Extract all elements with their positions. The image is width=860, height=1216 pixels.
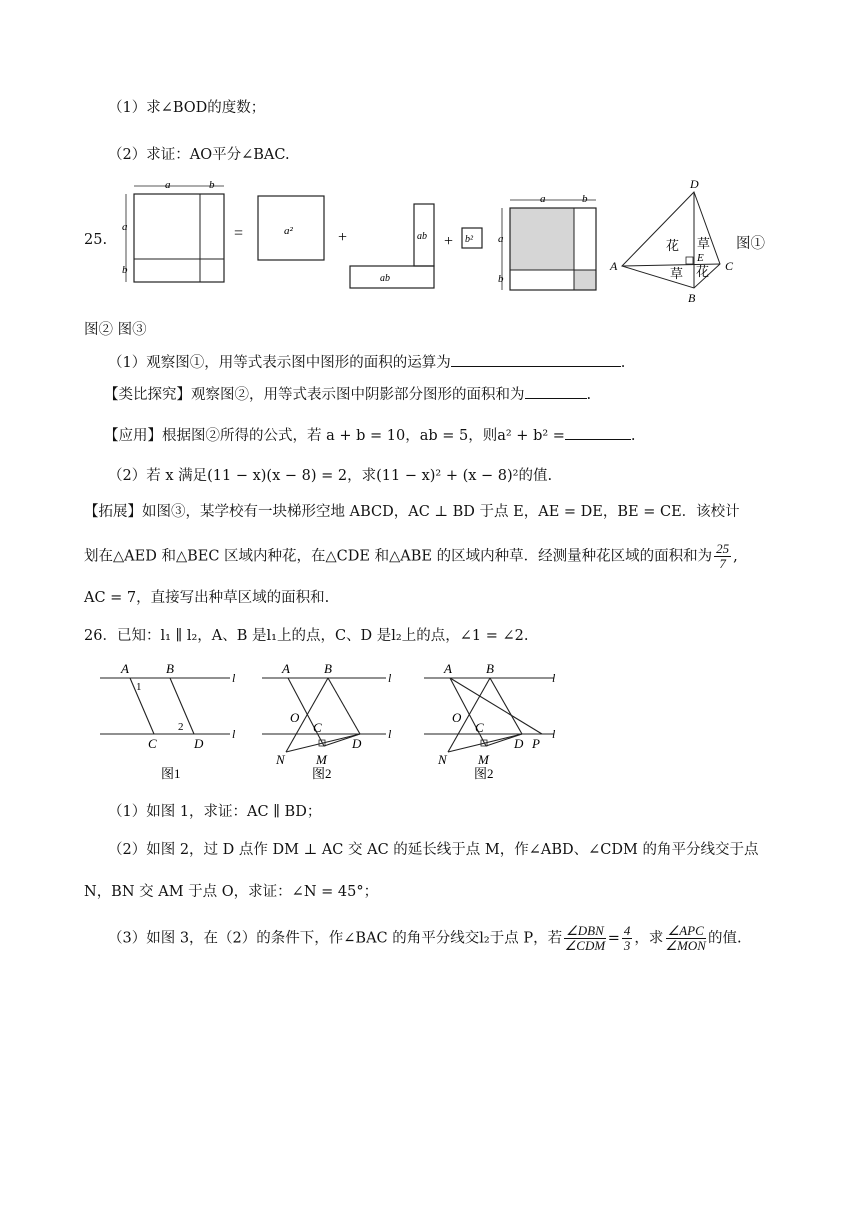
fig2-dim-b-top: b [582, 193, 588, 205]
q25-part1: （1）观察图①，用等式表示图中图形的面积的运算为 . [108, 351, 625, 372]
pt-E: E [697, 252, 704, 264]
f3-C: C [475, 720, 484, 735]
f3-A: A [444, 661, 452, 676]
q24-part1: （1）求∠BOD的度数； [108, 100, 266, 116]
pt-B: B [688, 291, 696, 305]
fig-label-3: 图2 [474, 766, 494, 781]
fig-label-1: 图1 [161, 766, 181, 781]
f2-C: C [313, 720, 322, 735]
plus-sign-1: + [338, 229, 348, 246]
f3-M: M [478, 752, 489, 767]
f2-O: O [290, 710, 300, 725]
equals-sign: = [234, 225, 244, 242]
q25-analog: 【类比探究】观察图②，用等式表示图中阴影部分图形的面积和为 . [104, 383, 591, 404]
f1-B: B [166, 661, 174, 676]
dim-b-top: b [209, 179, 215, 191]
fig2-dim-a-top: a [540, 193, 546, 205]
f2-B: B [324, 661, 332, 676]
area-ab-horizontal: ab [380, 273, 390, 284]
f3-O: O [452, 710, 462, 725]
area-a2: a² [284, 225, 293, 237]
f3-P: P [532, 736, 540, 751]
label-cao-2: 草 [670, 266, 684, 281]
q26-part2-line1: （2）如图 2，过 D 点作 DM ⊥ AC 交 AC 的延长线于点 M，作∠ABD、∠CDM 的角平分线交于点 [108, 842, 759, 858]
fig2-dim-a-left: a [498, 233, 504, 245]
dim-a-left: a [122, 221, 128, 233]
f3-D: D [514, 736, 524, 751]
f3-l2: l [552, 727, 556, 741]
label-cao-1: 草 [697, 236, 711, 251]
q26-figures [96, 656, 576, 786]
area-b2: b² [465, 234, 473, 245]
q25-figure-area-identity [110, 178, 610, 302]
label-hua-1: 花 [666, 238, 680, 253]
f1-angle-1: 1 [136, 681, 142, 693]
f1-A: A [121, 661, 129, 676]
answer-blank-3[interactable] [565, 425, 631, 440]
q26-part2-line2: N，BN 交 AM 于点 O，求证：∠N = 45°； [84, 884, 379, 900]
q25-ext3: AC = 7，直接写出种草区域的面积和. [84, 590, 330, 606]
dim-a-top: a [165, 179, 171, 191]
area-ab-vertical: ab [417, 231, 427, 242]
q25-part2: （2）若 x 满足(11 − x)(x − 8) = 2，求(11 − x)² + (x − 8)²的值. [108, 468, 553, 484]
q26-stem: 26．已知：l₁ ∥ l₂，A、B 是l₁上的点，C、D 是l₂上的点，∠1 = ∠2. [84, 628, 529, 644]
f3-l1: l [552, 671, 556, 685]
f1-l2: l [232, 727, 236, 741]
q26-part3: （3）如图 3，在（2）的条件下，作∠BAC 的角平分线交l₂于点 P，若 $\frac{\text{∠DBN}}{\text{∠CDM}}$ = $\frac{4}{3}$ ，求 $\frac{\text{∠APC}}{\text{∠MON}}$ 的值. [108, 923, 742, 953]
f2-N: N [276, 752, 285, 767]
f1-angle-2: 2 [178, 721, 184, 733]
f3-N: N [438, 752, 447, 767]
f3-B: B [486, 661, 494, 676]
q25-number: 25. [84, 232, 108, 248]
q25-ext2: 划在△AED 和△BEC 区域内种花，在△CDE 和△ABE 的区域内种草．经测量种花区域的面积和为 $\frac{25}{7}$ , [84, 541, 738, 571]
q25-fig23-label: 图② 图③ [84, 322, 147, 338]
f1-l1: l [232, 671, 236, 685]
answer-blank-1[interactable] [451, 352, 621, 367]
label-hua-2: 花 [696, 264, 710, 279]
answer-blank-2[interactable] [525, 384, 587, 399]
pt-D: D [690, 177, 699, 191]
q26-part1: （1）如图 1，求证：AC ∥ BD； [108, 804, 322, 820]
q25-apply: 【应用】根据图②所得的公式，若 a + b = 10，ab = 5，则a² + b² = . [104, 424, 636, 445]
f2-D: D [352, 736, 362, 751]
f2-l1: l [388, 671, 392, 685]
f2-l2: l [388, 727, 392, 741]
q25-figure-garden [608, 176, 748, 306]
q24-part2: （2）求证：AO平分∠BAC. [108, 147, 290, 163]
f1-C: C [148, 736, 157, 751]
f2-M: M [316, 752, 327, 767]
q25-ext1: 【拓展】如图③，某学校有一块梯形空地 ABCD，AC ⊥ BD 于点 E，AE = DE，BE = CE．该校计 [84, 504, 740, 520]
f1-D: D [194, 736, 204, 751]
pt-A: A [610, 259, 618, 273]
pt-C: C [725, 259, 734, 273]
q25-fig1-label: 图① [736, 236, 765, 252]
dim-b-left: b [122, 264, 128, 276]
f2-A: A [282, 661, 290, 676]
plus-sign-2: + [444, 233, 454, 250]
fig2-dim-b-left: b [498, 273, 504, 285]
fig-label-2: 图2 [312, 766, 332, 781]
